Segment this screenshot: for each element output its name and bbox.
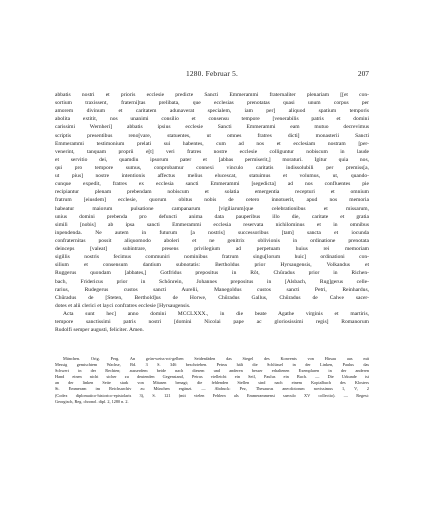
note-line: Hand einen nicht sicher zu deutenden Gegenstand, Petrus vielleicht ein Seil, Paulus ein Buch. — Die Urkunde ist (55, 374, 369, 380)
note-line: St. Emmeram im Reichsarchiv zu München ergänzt. — Abdruck: Pez, Thesaurus anecdotorum novissimus 1, V, 2 (55, 386, 369, 392)
text-line: abbatis nostri et prioris ecclesie predicte Sancti Emmerammi fraternaliter plenariam [[et con- (55, 92, 369, 98)
text-line: simili [nobis] ab ipsa sancti Emmerammi ecclesia reservata nichilominus et in omnibus (55, 221, 369, 228)
text-line: confraternitas possit aliquomodo aboleri et ne genitrix oblivionis in ordinatione prenotata (55, 237, 369, 244)
text-line: tempore sanctissimi patris nostri [domini Nicolai pape ac gloriosissimi regis] Romanorum (55, 319, 369, 326)
text-line: venerint, tanquam proprii e[t] veri fratres nostre ecclesie colliguntur nobiscum in laude (55, 148, 369, 155)
charter-text (55, 91, 369, 334)
note-line: an der linken Seite stark von Mäusen benagt; die fehlenden Stellen sind nach einem Kopialbuch des Klosters (55, 380, 369, 386)
text-line: rarius, Rudegerus custos sancti Aurelii, Manegoldus custos sancti Petri, Reinhardus, (55, 286, 369, 293)
text-line: amorem divinum et caritatem adunaverat specialem, iam per] aliquod spatium temporis (55, 108, 369, 115)
text-line: Rudolfi semper augusti, feliciter. Amen. (55, 327, 144, 334)
text-line: Ruggerus quondam [abbates,] Gotfridus prepositus in Rôt, Chûradus prior in Richen- (55, 270, 369, 277)
text-line: qui pro tempore sumus, conprobamur connexi vinculo caritatis indissolubili per premiss[a, (55, 164, 369, 171)
note-line: Schwert in der Rechten; ausserdem beide nach diesem und anderen besser erhaltenen Exemplaren in der anderen (55, 368, 369, 374)
text-line: dotes et alii clerici et layci confratres ecclesie [Hyrsaugensis. (55, 302, 191, 309)
note-line: Messig gemischtem Wachse, Bd. 3 S. 346 beschrieben. Petrus hält die Schlüssel in der Linken, Paulus das (55, 362, 369, 368)
text-line: silium et consensum dantium subnotatis: Bertholdus prior Hyrsaugensis, Volkandus et (55, 262, 369, 269)
text-line: cunque expedit, fratres ex ecclesia sancti Emmerammi [segedicta] ad nos confluentes pie (55, 181, 369, 188)
running-title: 1280. Februar 5. (185, 69, 239, 78)
note-line: (Codex diplomatico-historico-epistolaris 3), S. 121 (mit vielen Fehlern als Emmerammensi saeculo XV collectio). — Regest: (55, 392, 369, 398)
text-line: Chûradus de [Steten, Berthold]us de Horwe, Chûradus Gallus, Chûradus de Calwe sacer- (55, 294, 369, 301)
text-line: bach, Fridericus prior in Schönrein, Johannes prepositus in [Alsbach, Rug]gerus celle- (55, 278, 369, 285)
page-header (55, 69, 369, 81)
text-line: ut pius] nostre intentionis affectus melius elucescat, statuimus et volumus, ut, quando- (55, 173, 369, 180)
text-line: inpendenda. Ne autem in futurum [a nostris] successoribus [tam] sancta et iocunda (55, 229, 369, 236)
text-line: recipiantur plenam prebendam nobiscum et solatia emergentia recepturi et omnium (55, 189, 369, 196)
text-line: unius domini prebenda pro defuncti anima data pauperibus illo die, caritate et gratia (55, 213, 369, 220)
page-number: 207 (357, 69, 369, 78)
text-line: sigillis nostris fecimus communiri nominibus fratrum singu[lorum huic] ordinationi con- (55, 254, 369, 261)
note-line: Georgisch, Reg. chronol. dipl. 2, 1280 n. 2. (55, 398, 129, 404)
text-line: Emmerammi testimonium prelati sui habentes, cum ad nos et ecclesiam nostram [per- (55, 140, 369, 147)
text-line: sortium traxissent, fraterni]tas prelibata, que ecclesias prenotatas quasi unum corpus per (55, 100, 369, 107)
text-line: Acta sunt hec] anno domini MCCLXXX., in die beate Agathe virginis et martiris, (63, 310, 369, 317)
text-line: habeatur maiorum pulsatione campanarum [vigiliarum]que celebrationibus et missarum, (55, 205, 369, 212)
text-line: carissimi Wernheri] abbatis ipsius ecclesie Sancti Emmerammi eam mutuo decrevimus (55, 124, 369, 131)
source-notes (55, 356, 369, 405)
text-line: fratrum [eiusdem] ecclesie, quorum obitus nobis de cetero innotuerit, apud nos memoria (55, 197, 369, 204)
note-line: München. Orig. Perg. An grün-weiss-rot-gelben Seidenfäden das Siegel des Konvents von Hirsau aus mit (63, 356, 369, 361)
text-line: et servitio dei, quamdiu ipsorum pater et [abbas permiserit,] moraturi. Igitur quia nos, (55, 156, 369, 163)
text-line: scriptis presentibus reno[vare, statuentes, ut omnes fratres dicti] monasterii Sancti (55, 132, 369, 139)
text-line: abolita extitit, nos unanimi consilio et consensu tempore [venerabilis patris et domini (55, 116, 369, 123)
text-line: deinceps [valeat] subintrare, presens privilegium ad perpetuam huius rei memoriam (55, 246, 369, 253)
